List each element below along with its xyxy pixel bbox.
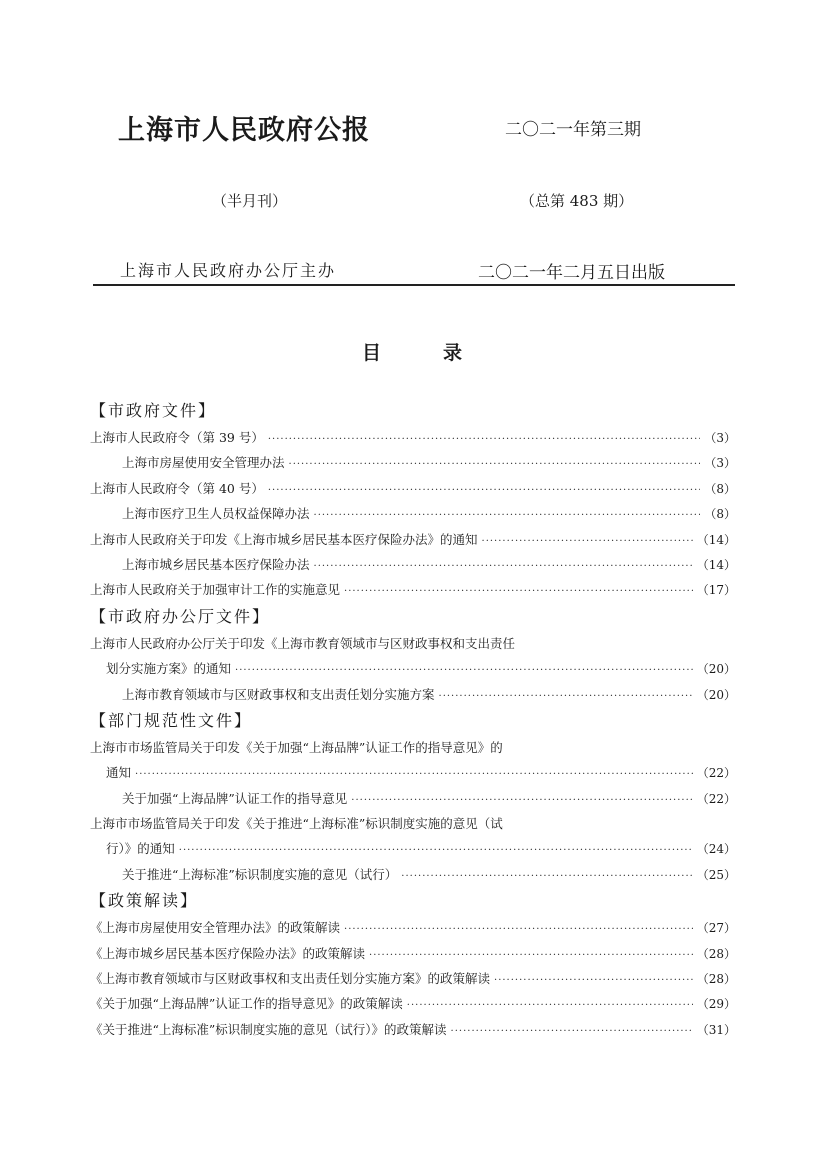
toc-entry[interactable] (90, 760, 736, 785)
toc-entry-title: 上海市城乡居民基本医疗保险办法 (122, 556, 310, 572)
toc-entry-title: 上海市市场监管局关于印发《关于加强“上海品牌”认证工作的指导意见》的 (90, 739, 503, 755)
toc-entry[interactable] (90, 527, 736, 552)
toc-entry-page: （25） (696, 867, 736, 882)
toc-entry[interactable] (90, 577, 736, 602)
toc-entry-title: 上海市人民政府办公厅关于印发《上海市教育领域市与区财政事权和支出责任 (90, 635, 516, 651)
toc-entry-title: 《关于加强“上海品牌”认证工作的指导意见》的政策解读 (90, 996, 403, 1012)
publish-date: 二〇二一年二月五日出版 (478, 263, 665, 283)
publication-title: 上海市人民政府公报 (118, 115, 370, 146)
dot-leader (268, 478, 701, 503)
toc-entry-title: 通知 (106, 765, 132, 781)
toc-entry-title: 上海市房屋使用安全管理办法 (122, 455, 285, 471)
toc-entry-page: （17） (696, 583, 736, 598)
toc-entry-title: 关于推进“上海标准”标识制度实施的意见（试行） (122, 866, 398, 882)
dot-leader (344, 917, 693, 942)
toc-entry-title: 《上海市城乡居民基本医疗保险办法》的政策解读 (90, 945, 366, 961)
sponsor: 上海市人民政府办公厅主办 (120, 261, 337, 280)
toc-entry-page: （29） (696, 997, 736, 1012)
toc-entry[interactable] (90, 735, 736, 760)
toc-entry[interactable] (90, 941, 736, 966)
toc-entry-title: 《上海市教育领域市与区财政事权和支出责任划分实施方案》的政策解读 (90, 971, 491, 987)
toc-entry-page: （24） (696, 842, 736, 857)
dot-leader (235, 658, 693, 683)
dot-leader (314, 503, 701, 528)
dot-leader (401, 864, 692, 889)
toc-entry-page: （20） (696, 687, 736, 702)
toc-entry-page: （8） (704, 507, 736, 522)
publication-frequency: （半月刊） (212, 192, 288, 210)
toc-entry-page: （28） (696, 946, 736, 961)
toc-entry[interactable] (90, 811, 736, 836)
toc-entry[interactable] (90, 425, 736, 450)
toc-entry-page: （3） (704, 431, 736, 445)
toc-entry[interactable] (90, 552, 736, 577)
section-title: 【市政府文件】 (90, 401, 217, 420)
toc-entry-title: 上海市医疗卫生人员权益保障办法 (122, 506, 310, 522)
toc-entry-title: 《关于推进“上海标准”标识制度实施的意见（试行）》的政策解读 (90, 1021, 447, 1037)
toc-heading-char-1: 目 (362, 342, 382, 364)
toc-entry-title: 上海市市场监管局关于印发《关于推进“上海标准”标识制度实施的意见（试 (90, 816, 503, 832)
toc-entry[interactable] (90, 682, 736, 707)
dot-leader (439, 684, 693, 709)
dot-leader (407, 993, 693, 1018)
toc-entry-page: （22） (696, 766, 736, 781)
dot-leader (369, 943, 693, 968)
toc-entry-title: 上海市人民政府关于印发《上海市城乡居民基本医疗保险办法》的通知 (90, 531, 478, 547)
toc-entry[interactable] (90, 786, 736, 811)
toc-entry-page: （3） (704, 456, 736, 471)
total-issue-number: （总第 483 期） (520, 192, 634, 210)
toc-entry-page: （31） (696, 1022, 736, 1037)
toc-entry[interactable] (90, 915, 736, 940)
toc-entry-title: 行）》的通知 (106, 841, 175, 857)
section-title: 【部门规范性文件】 (90, 710, 253, 730)
toc-section-heading (90, 397, 736, 425)
toc-entry[interactable] (90, 450, 736, 475)
toc-heading-char-2: 录 (443, 342, 463, 364)
toc-entry-page: （14） (696, 557, 736, 572)
dot-leader (451, 1019, 693, 1044)
toc-heading (362, 338, 462, 365)
dot-leader (179, 838, 693, 863)
dot-leader (268, 427, 701, 452)
dot-leader (344, 579, 693, 604)
dot-leader (289, 452, 701, 477)
toc-entry[interactable] (90, 966, 736, 991)
toc-entry[interactable] (90, 991, 736, 1016)
toc-entry[interactable] (90, 836, 736, 861)
toc-entry-page: （20） (696, 662, 736, 677)
section-title: 【市政府办公厅文件】 (90, 606, 271, 626)
dot-leader (351, 788, 692, 813)
dot-leader (135, 762, 693, 787)
section-title: 【政策解读】 (90, 891, 199, 911)
toc-entry-page: （14） (696, 532, 736, 547)
table-of-contents (90, 397, 736, 1042)
toc-entry[interactable] (90, 656, 736, 681)
toc-entry-title: 《上海市房屋使用安全管理办法》的政策解读 (90, 920, 341, 936)
toc-entry-page: （8） (704, 481, 736, 496)
toc-entry-title: 上海市人民政府关于加强审计工作的实施意见 (90, 582, 341, 598)
dot-leader (494, 968, 693, 993)
issue-number: 二〇二一年第三期 (505, 120, 641, 140)
toc-entry-page: （28） (696, 972, 736, 987)
toc-section-heading (90, 603, 736, 631)
toc-entry[interactable] (90, 501, 736, 526)
toc-entry[interactable] (90, 476, 736, 501)
toc-section-heading (90, 707, 736, 735)
toc-entry-title: 关于加强“上海品牌”认证工作的指导意见 (122, 790, 348, 806)
toc-section-heading (90, 887, 736, 915)
dot-leader (482, 529, 693, 554)
toc-entry-title: 上海市教育领域市与区财政事权和支出责任划分实施方案 (122, 686, 435, 702)
toc-entry[interactable] (90, 1017, 736, 1042)
toc-entry-page: （27） (696, 921, 736, 936)
toc-entry-page: （22） (696, 791, 736, 806)
toc-entry-title: 上海市人民政府令（第 40 号） (90, 480, 264, 496)
header-divider (93, 284, 735, 286)
toc-entry[interactable] (90, 862, 736, 887)
toc-entry-title: 上海市人民政府令（第 39 号） (90, 430, 264, 445)
dot-leader (314, 554, 693, 579)
toc-entry[interactable] (90, 631, 736, 656)
toc-entry-title: 划分实施方案》的通知 (106, 661, 232, 677)
